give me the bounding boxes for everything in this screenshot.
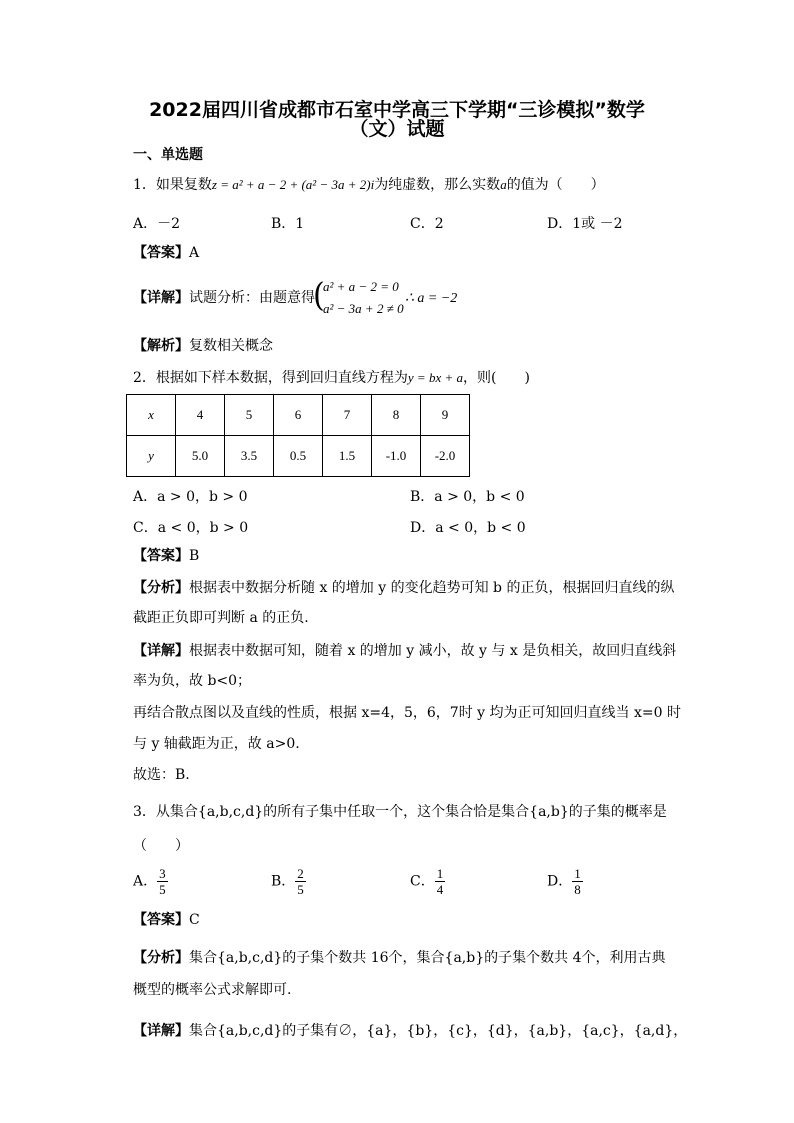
q2-detail-line3: 再结合散点图以及直线的性质，根据 x=4，5，6，7时 y 均为正可知回归直线当 x=0 时	[133, 705, 681, 721]
q3-answer-tag: 【答案】	[133, 912, 189, 928]
fraction-numerator: 2	[297, 866, 304, 881]
q3-analysis-line1	[133, 948, 665, 968]
q2-formula: y = bx + a	[407, 370, 463, 385]
q2-stem-b: ，则( )	[463, 370, 530, 386]
q2-option-b: B．a > 0，b < 0	[410, 489, 525, 505]
q2-answer-value: B	[189, 548, 200, 564]
q2-detail-line1	[133, 641, 676, 661]
q3-stem-line2: （ ）	[133, 838, 189, 854]
table-cell: 4	[176, 395, 225, 436]
q1-analysis	[133, 336, 273, 356]
fraction	[572, 866, 583, 897]
q1-stem	[133, 175, 605, 195]
q2-answer	[133, 546, 199, 566]
fraction	[435, 866, 446, 897]
q1-answer-value: A	[189, 245, 200, 261]
fraction-numerator: 1	[436, 866, 444, 881]
q3-analysis-tag: 【分析】	[133, 950, 189, 966]
q2-detail-line4: 与 y 轴截距为正，故 a>0.	[133, 736, 300, 752]
q2-detail-text: 根据表中数据可知，随着 x 的增加 y 减小，故 y 与 x 是负相关，故回归直线斜	[189, 643, 677, 659]
q2-data-table	[126, 394, 470, 477]
q2-stem	[133, 368, 530, 388]
q2-detail-line2: 率为负，故 b<0；	[133, 673, 252, 689]
fraction-denominator: 5	[159, 882, 166, 897]
q1-formula: z = a² + a − 2 + (a² − 3a + 2)i	[211, 177, 375, 192]
q1-option-c: C．2	[410, 216, 444, 232]
q3-detail-text: 集合{a,b,c,d}的子集有∅，{a}，{b}，{c}，{d}，{a,b}，{a,c}，{a,d}，	[189, 1023, 688, 1039]
q1-answer	[133, 243, 199, 263]
q1-option-b: B．1	[271, 216, 305, 232]
q1-detail-tag: 【详解】	[133, 290, 189, 306]
q1-stem-c: 的值为（ ）	[506, 177, 605, 193]
fraction	[295, 866, 306, 897]
q3-option-c	[410, 866, 445, 897]
q2-analysis-tag: 【分析】	[133, 580, 189, 596]
q3-option-c-label: C．	[410, 873, 435, 890]
fraction-denominator: 4	[436, 882, 444, 897]
q1-result: ∴ a = −2	[405, 291, 458, 306]
table-cell: 5.0	[176, 436, 225, 477]
q1-analysis-text: 复数相关概念	[189, 338, 273, 354]
q3-option-b	[271, 866, 306, 897]
q1-equation-1: a² + a − 2 = 0	[323, 279, 399, 294]
q1-stem-b: 为纯虚数，那么实数	[374, 177, 501, 193]
q3-detail-line1	[133, 1021, 687, 1041]
table-cell: -2.0	[421, 436, 470, 477]
table-row-x	[127, 395, 470, 436]
q2-answer-tag: 【答案】	[133, 548, 189, 564]
q3-option-d-label: D．	[547, 873, 573, 890]
q2-analysis-text: 根据表中数据分析随 x 的增加 y 的变化趋势可知 b 的正负，根据回归直线的纵	[189, 580, 675, 596]
q1-equation-2: a² − 3a + 2 ≠ 0	[323, 301, 404, 316]
q2-option-d: D．a < 0，b < 0	[410, 520, 526, 536]
q3-option-d	[547, 866, 583, 897]
fraction-denominator: 8	[574, 882, 581, 897]
q1-detail	[133, 288, 315, 308]
table-cell: 9	[421, 395, 470, 436]
q2-option-a: A．a > 0，b > 0	[133, 489, 248, 505]
fraction-denominator: 5	[297, 882, 304, 897]
q1-var: a	[500, 177, 507, 192]
q1-analysis-tag: 【解析】	[133, 338, 189, 354]
table-cell: 7	[323, 395, 372, 436]
table-header-x: x	[127, 395, 176, 436]
q3-detail-tag: 【详解】	[133, 1023, 189, 1039]
q1-stem-a: 1．如果复数	[133, 177, 212, 193]
q3-option-a-label: A．	[133, 873, 158, 890]
q1-option-a: A．－2	[133, 216, 181, 232]
q1-answer-tag: 【答案】	[133, 245, 189, 261]
table-cell: 8	[372, 395, 421, 436]
brace-symbol: (	[313, 276, 325, 315]
q2-stem-a: 2．根据如下样本数据，得到回归直线方程为	[133, 370, 408, 386]
table-cell: 0.5	[274, 436, 323, 477]
q3-stem-line1: 3．从集合{a,b,c,d}的所有子集中任取一个，这个集合恰是集合{a,b}的子集的概率是	[133, 804, 667, 820]
fraction-numerator: 3	[159, 866, 166, 881]
q2-option-c: C．a < 0，b > 0	[133, 520, 249, 536]
table-cell: 6	[274, 395, 323, 436]
section-heading: 一、单选题	[133, 147, 203, 163]
table-cell: 1.5	[323, 436, 372, 477]
q3-analysis-line2: 概型的概率公式求解即可.	[133, 982, 292, 998]
q3-answer-value: C	[189, 912, 200, 928]
q2-detail-line5: 故选：B.	[133, 767, 190, 783]
fraction-numerator: 1	[574, 866, 581, 881]
table-cell: 3.5	[225, 436, 274, 477]
table-cell: -1.0	[372, 436, 421, 477]
q3-option-b-label: B．	[271, 873, 296, 890]
fraction	[157, 866, 168, 897]
q1-detail-text: 试题分析：由题意得	[189, 290, 315, 306]
q2-analysis-line1	[133, 578, 674, 598]
table-cell: 5	[225, 395, 274, 436]
q3-analysis-text: 集合{a,b,c,d}的子集个数共 16个，集合{a,b}的子集个数共 4个，利用古典	[189, 950, 666, 966]
q2-detail-tag: 【详解】	[133, 643, 189, 659]
doc-title-line2: （文）试题	[349, 118, 445, 140]
doc-title-line1: 2022届四川省成都市石室中学高三下学期“三诊模拟”数学	[149, 99, 645, 121]
q3-option-a	[133, 866, 168, 897]
q1-option-d: D．1或 －2	[547, 216, 623, 232]
table-header-y: y	[127, 436, 176, 477]
table-row-y	[127, 436, 470, 477]
q2-analysis-line2: 截距正负即可判断 a 的正负.	[133, 610, 309, 626]
q3-answer	[133, 910, 200, 930]
